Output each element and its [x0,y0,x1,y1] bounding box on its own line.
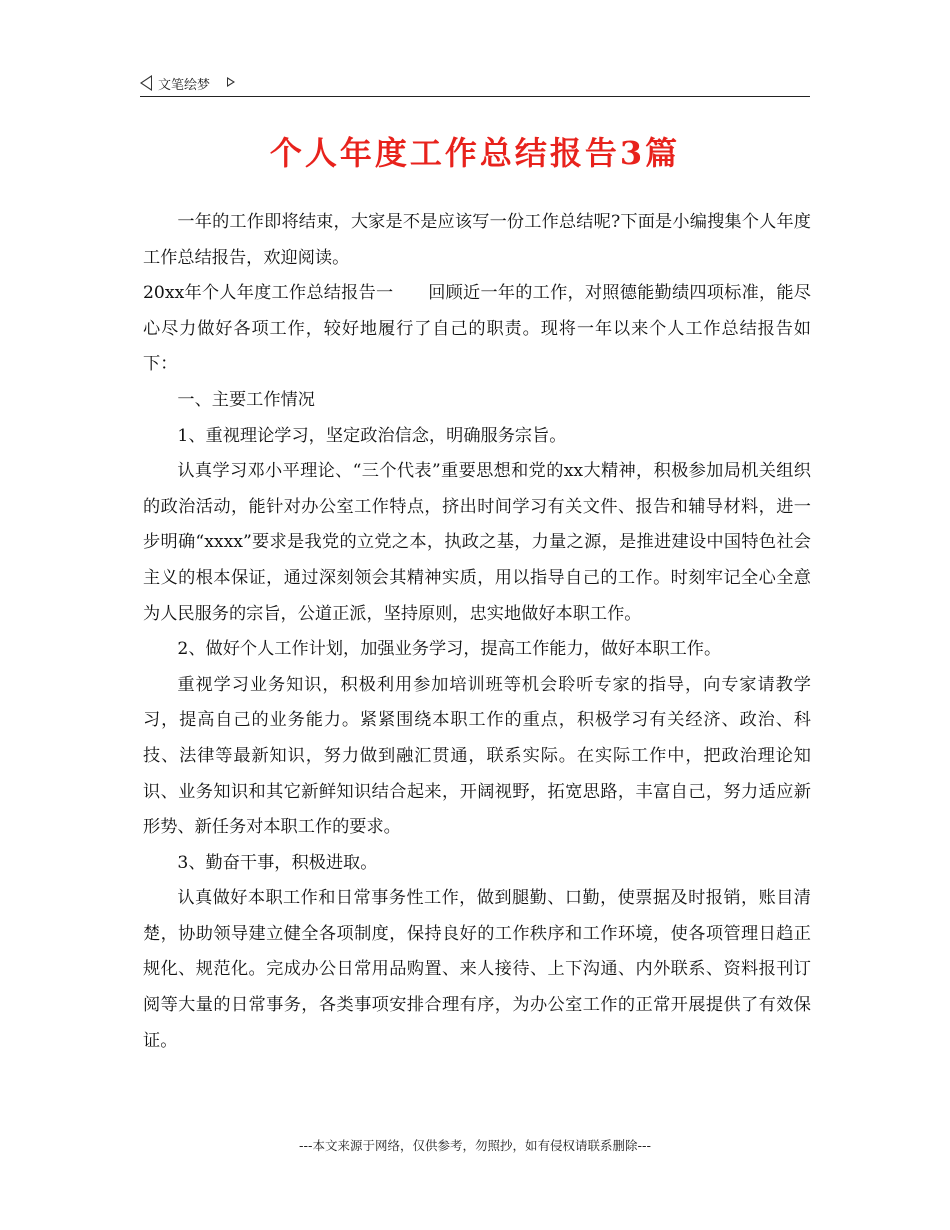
triangle-left-icon [140,75,152,91]
section-heading: 一、主要工作情况 [177,389,315,410]
document-body [143,205,811,1059]
intro-paragraph: 一年的工作即将结束，大家是不是应该写一份工作总结呢?下面是小编搜集个人年度工作总结报告，欢迎阅读。 [143,212,811,268]
page-header [140,72,810,97]
item-heading-3: 3、勤奋干事，积极进取。 [177,852,378,873]
footer-disclaimer: ---本文来源于网络，仅供参考，勿照抄，如有侵权请联系删除--- [298,1138,652,1153]
body-paragraph-2: 重视学习业务知识，积极利用参加培训班等机会聆听专家的指导，向专家请教学习，提高自己的业务能力。紧紧围绕本职工作的重点，积极学习有关经济、政治、科技、法律等最新知识，努力做到融汇贯通，联系实际。在实际工作中，把政治理论知识、业务知识和其它新鲜知识结合起来，开阔视野，拓宽思路，丰富自己，努力适应新形势、新任务对本职工作的要求。 [143,674,811,838]
triangle-right-icon [227,77,235,87]
document-title: 个人年度工作总结报告3篇 [269,134,681,172]
item-heading-2: 2、做好个人工作计划，加强业务学习，提高工作能力，做好本职工作。 [177,639,722,660]
item-heading-1: 1、重视理论学习，坚定政治信念，明确服务宗旨。 [177,425,567,446]
body-paragraph-1: 认真学习邓小平理论、“三个代表”重要思想和党的xx大精神，积极参加局机关组织的政治活动，能针对办公室工作特点，挤出时间学习有关文件、报告和辅导材料，进一步明确“xxxx”要求是我党的立党之本，执政之基，力量之源，是推进建设中国特色社会主义的根本保证，通过深刻领会其精神实质，用以指导自己的工作。时刻牢记全心全意为人民服务的宗旨，公道正派，坚持原则，忠实地做好本职工作。 [143,461,811,624]
report-one-paragraph: 20xx年个人年度工作总结报告一 回顾近一年的工作，对照德能勤绩四项标准，能尽心尽力做好各项工作，较好地履行了自己的职责。现将一年以来个人工作总结报告如下： [143,283,811,375]
brand-label: 文笔绘梦 [158,78,211,93]
body-paragraph-3: 认真做好本职工作和日常事务性工作，做到腿勤、口勤，使票据及时报销，账目清楚，协助领导建立健全各项制度，保持良好的工作秩序和工作环境，使各项管理日趋正规化、规范化。完成办公日常用品购置、来人接待、上下沟通、内外联系、资料报刊订阅等大量的日常事务，各类事项安排合理有序，为办公室工作的正常开展提供了有效保证。 [143,888,811,1051]
